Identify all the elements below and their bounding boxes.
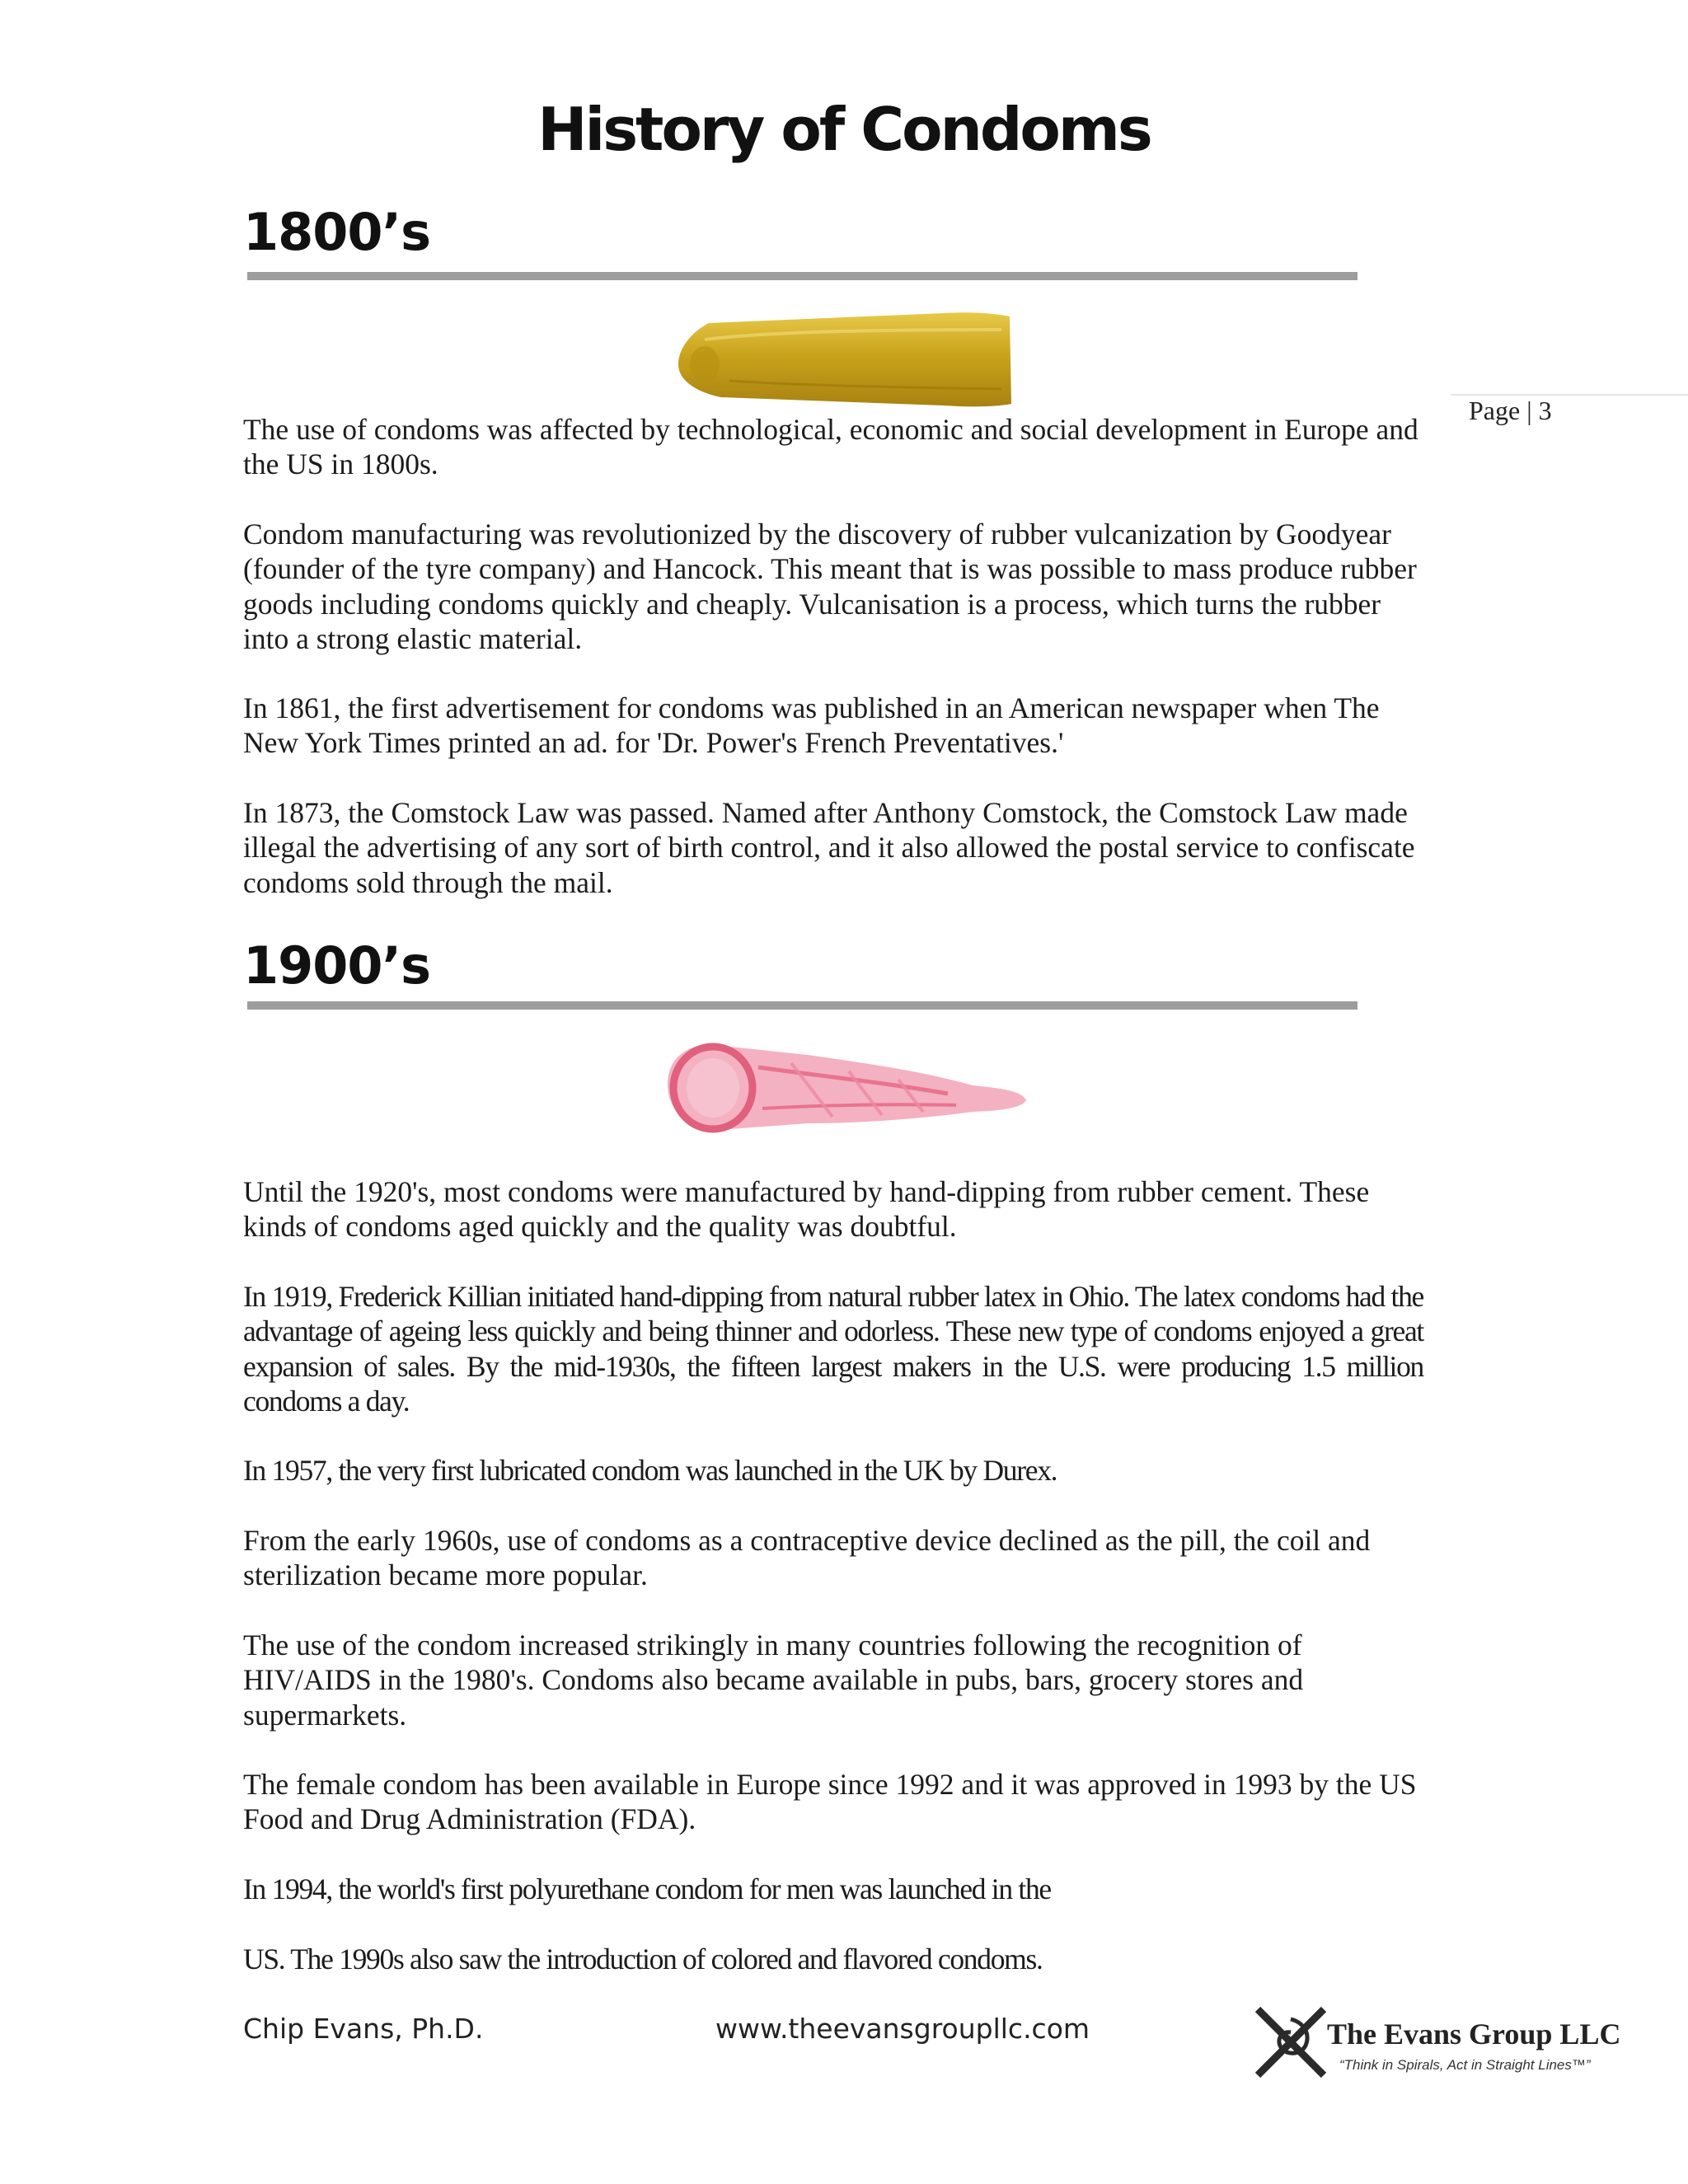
section-heading-1800s: 1800’s [243,202,431,262]
paragraph: In 1994, the world's first polyurethane condom for men was launched in the [243,1872,1051,1905]
footer-author: Chip Evans, Ph.D. [243,2013,484,2045]
paragraph: In 1919, Frederick Killian initiated hand-dipping from natural rubber latex in Ohio. The latex condoms had the advantage of ageing less quickly and being thinner and odorless. These new type of condoms enjoyed a great expansion of sales. By the mid-1930s, the fifteen largest makers in the U.S. were producing 1.5 million condoms a day. [243,1280,1423,1418]
paragraph: The female condom has been available in Europe since 1992 and it was approved in 1993 by the US Food and Drug Administration (FDA). [243,1768,1417,1836]
paragraph: Until the 1920's, most condoms were manufactured by hand-dipping from rubber cement. These kinds of condoms aged quickly and the quality was doubtful. [243,1175,1370,1244]
section-divider [247,272,1357,280]
paragraph: From the early 1960s, use of condoms as a contraceptive device declined as the pill, the coil and sterilization became more popular. [243,1524,1371,1592]
paragraph: In 1861, the first advertisement for condoms was published in an American newspaper when The New York Times printed an ad. for 'Dr. Power's French Preventatives.' [243,691,1380,760]
section-divider [247,1001,1357,1010]
paragraph: The use of condoms was affected by technological, economic and social development in Europe and the US in 1800s. [243,413,1418,481]
section-heading-1900s: 1900’s [243,935,431,996]
paragraph: In 1873, the Comstock Law was passed. Named after Anthony Comstock, the Comstock Law made illegal the advertising of any sort of birth control, and it also allowed the postal service to confiscate condoms sold through the mail. [243,796,1415,899]
paragraph: The use of the condom increased strikingly in many countries following the recognition of HIV/AIDS in the 1980's. Condoms also became available in pubs, bars, grocery stores and supermarkets. [243,1629,1304,1732]
footer-company: The Evans Group LLC [1327,2018,1621,2050]
paragraph: Condom manufacturing was revolutionized by the discovery of rubber vulcanization by Goodyear (founder of the tyre company) and Hancock. This meant that is was possible to mass produce rubber goods including condoms quickly and cheaply. Vulcanisation is a process, which turns the rubber into a strong elastic material. [243,518,1417,655]
antique-condom-icon [672,307,1014,410]
paragraph: In 1957, the very first lubricated condom was launched in the UK by Durex. [243,1454,1057,1487]
evans-group-logo-icon [1253,2004,1329,2080]
footer-website[interactable]: www.theevansgroupllc.com [715,2013,1090,2045]
page-title: History of Condoms [537,95,1151,164]
paragraph: US. The 1990s also saw the introduction of colored and flavored condoms. [243,1943,1043,1975]
page-number: Page | 3 [1469,396,1552,425]
pink-condom-icon [651,1026,1030,1141]
footer-tagline: “Think in Spirals, Act in Straight Lines™” [1339,2057,1591,2073]
